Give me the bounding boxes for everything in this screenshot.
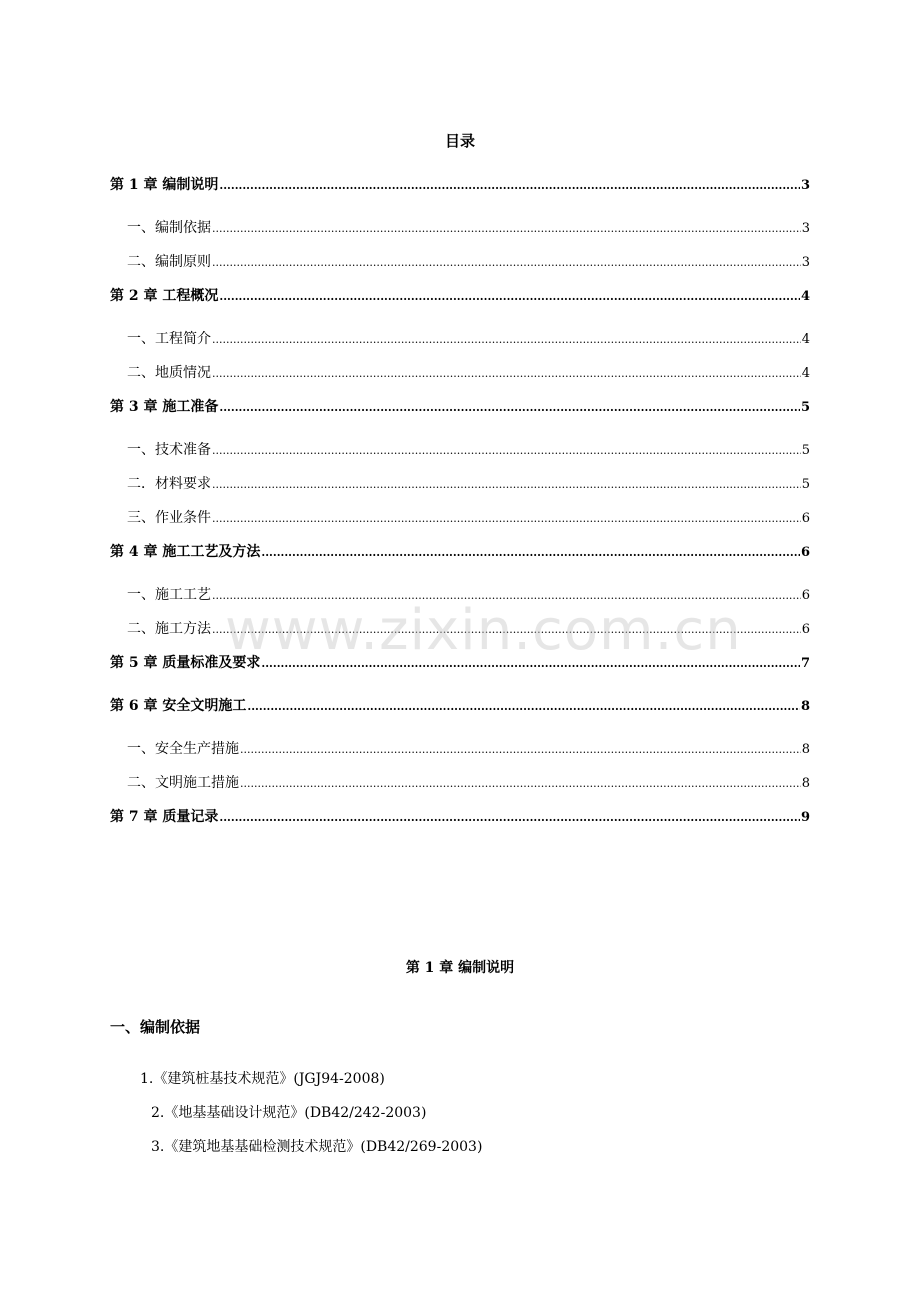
toc-leader-dots [212, 467, 801, 502]
toc-entry-label: 二、施工方法 [127, 621, 211, 637]
toc-page-number: 7 [800, 656, 810, 671]
toc-page-number: 5 [800, 400, 810, 415]
toc-entry-label: 第 2 章 工程概况 [110, 288, 219, 304]
toc-entry-label: 第 5 章 质量标准及要求 [110, 655, 261, 671]
toc-page-number: 4 [800, 289, 810, 304]
reference-item: 2.《地基基础设计规范》(DB42/242-2003) [151, 1105, 427, 1121]
toc-entry-label: 二、文明施工措施 [127, 775, 239, 791]
toc-page-number: 3 [801, 221, 810, 236]
toc-entry-label: 第 3 章 施工准备 [110, 399, 219, 415]
toc-page-number: 6 [801, 588, 810, 603]
toc-page-number: 8 [801, 742, 810, 757]
toc-chapter-entry[interactable] [110, 390, 810, 433]
toc-page-number: 4 [801, 332, 810, 347]
toc-page-number: 3 [800, 178, 810, 193]
toc-leader-dots [212, 501, 801, 536]
toc-chapter-entry[interactable] [110, 279, 810, 322]
toc-page-number: 6 [801, 511, 810, 526]
toc-section-entry[interactable] [110, 356, 810, 390]
toc-chapter-entry[interactable] [110, 168, 810, 211]
toc-entry-label: 一、安全生产措施 [127, 741, 239, 757]
toc-leader-dots [247, 689, 800, 724]
toc-section-entry[interactable] [110, 578, 810, 612]
toc-chapter-entry[interactable] [110, 646, 810, 689]
toc-section-entry[interactable] [110, 245, 810, 279]
toc-page-number: 8 [801, 776, 810, 791]
toc-entry-label: 第 1 章 编制说明 [110, 177, 219, 193]
toc-leader-dots [219, 279, 800, 314]
toc-chapter-entry[interactable] [110, 689, 810, 732]
toc-section-entry[interactable] [110, 501, 810, 535]
toc-leader-dots [212, 612, 801, 647]
table-of-contents [110, 168, 810, 843]
toc-entry-label: 一、技术准备 [127, 442, 211, 458]
toc-leader-dots [219, 390, 800, 425]
toc-entry-label: 二．材料要求 [127, 476, 211, 492]
toc-section-entry[interactable] [110, 322, 810, 356]
toc-page-number: 6 [801, 622, 810, 637]
toc-leader-dots [212, 211, 801, 246]
chapter-heading: 第 1 章 编制说明 [405, 960, 515, 976]
toc-title: 目录 [444, 132, 475, 150]
reference-item: 1.《建筑桩基技术规范》(JGJ94-2008) [140, 1071, 385, 1087]
toc-section-entry[interactable] [110, 467, 810, 501]
toc-page-number: 8 [800, 699, 810, 714]
toc-section-entry[interactable] [110, 612, 810, 646]
toc-page-number: 9 [800, 810, 810, 825]
toc-leader-dots [212, 433, 801, 468]
toc-entry-label: 第 6 章 安全文明施工 [110, 698, 247, 714]
toc-chapter-entry[interactable] [110, 535, 810, 578]
toc-entry-label: 一、施工工艺 [127, 587, 211, 603]
toc-entry-label: 一、工程简介 [127, 331, 211, 347]
toc-entry-label: 第 4 章 施工工艺及方法 [110, 544, 261, 560]
toc-entry-label: 一、编制依据 [127, 220, 211, 236]
toc-leader-dots [240, 732, 801, 767]
toc-section-entry[interactable] [110, 732, 810, 766]
toc-entry-label: 二、地质情况 [127, 365, 211, 381]
toc-section-entry[interactable] [110, 211, 810, 245]
toc-leader-dots [240, 766, 801, 801]
toc-leader-dots [219, 168, 800, 203]
toc-leader-dots [219, 800, 800, 835]
toc-entry-label: 第 7 章 质量记录 [110, 809, 219, 825]
toc-leader-dots [212, 578, 801, 613]
toc-page-number: 5 [801, 477, 810, 492]
toc-leader-dots [261, 646, 800, 681]
toc-section-entry[interactable] [110, 433, 810, 467]
reference-item: 3.《建筑地基基础检测技术规范》(DB42/269-2003) [151, 1139, 483, 1155]
toc-page-number: 5 [801, 443, 810, 458]
toc-leader-dots [212, 356, 801, 391]
toc-entry-label: 三、作业条件 [127, 510, 211, 526]
toc-entry-label: 二、编制原则 [127, 254, 211, 270]
watermark: www.zixin.com.cn [225, 598, 742, 663]
toc-page-number: 6 [800, 545, 810, 560]
toc-leader-dots [212, 322, 801, 357]
toc-chapter-entry[interactable] [110, 800, 810, 843]
toc-leader-dots [212, 245, 801, 280]
toc-page-number: 3 [801, 255, 810, 270]
toc-page-number: 4 [801, 366, 810, 381]
toc-section-entry[interactable] [110, 766, 810, 800]
toc-leader-dots [261, 535, 800, 570]
section-heading: 一、编制依据 [110, 1018, 201, 1036]
